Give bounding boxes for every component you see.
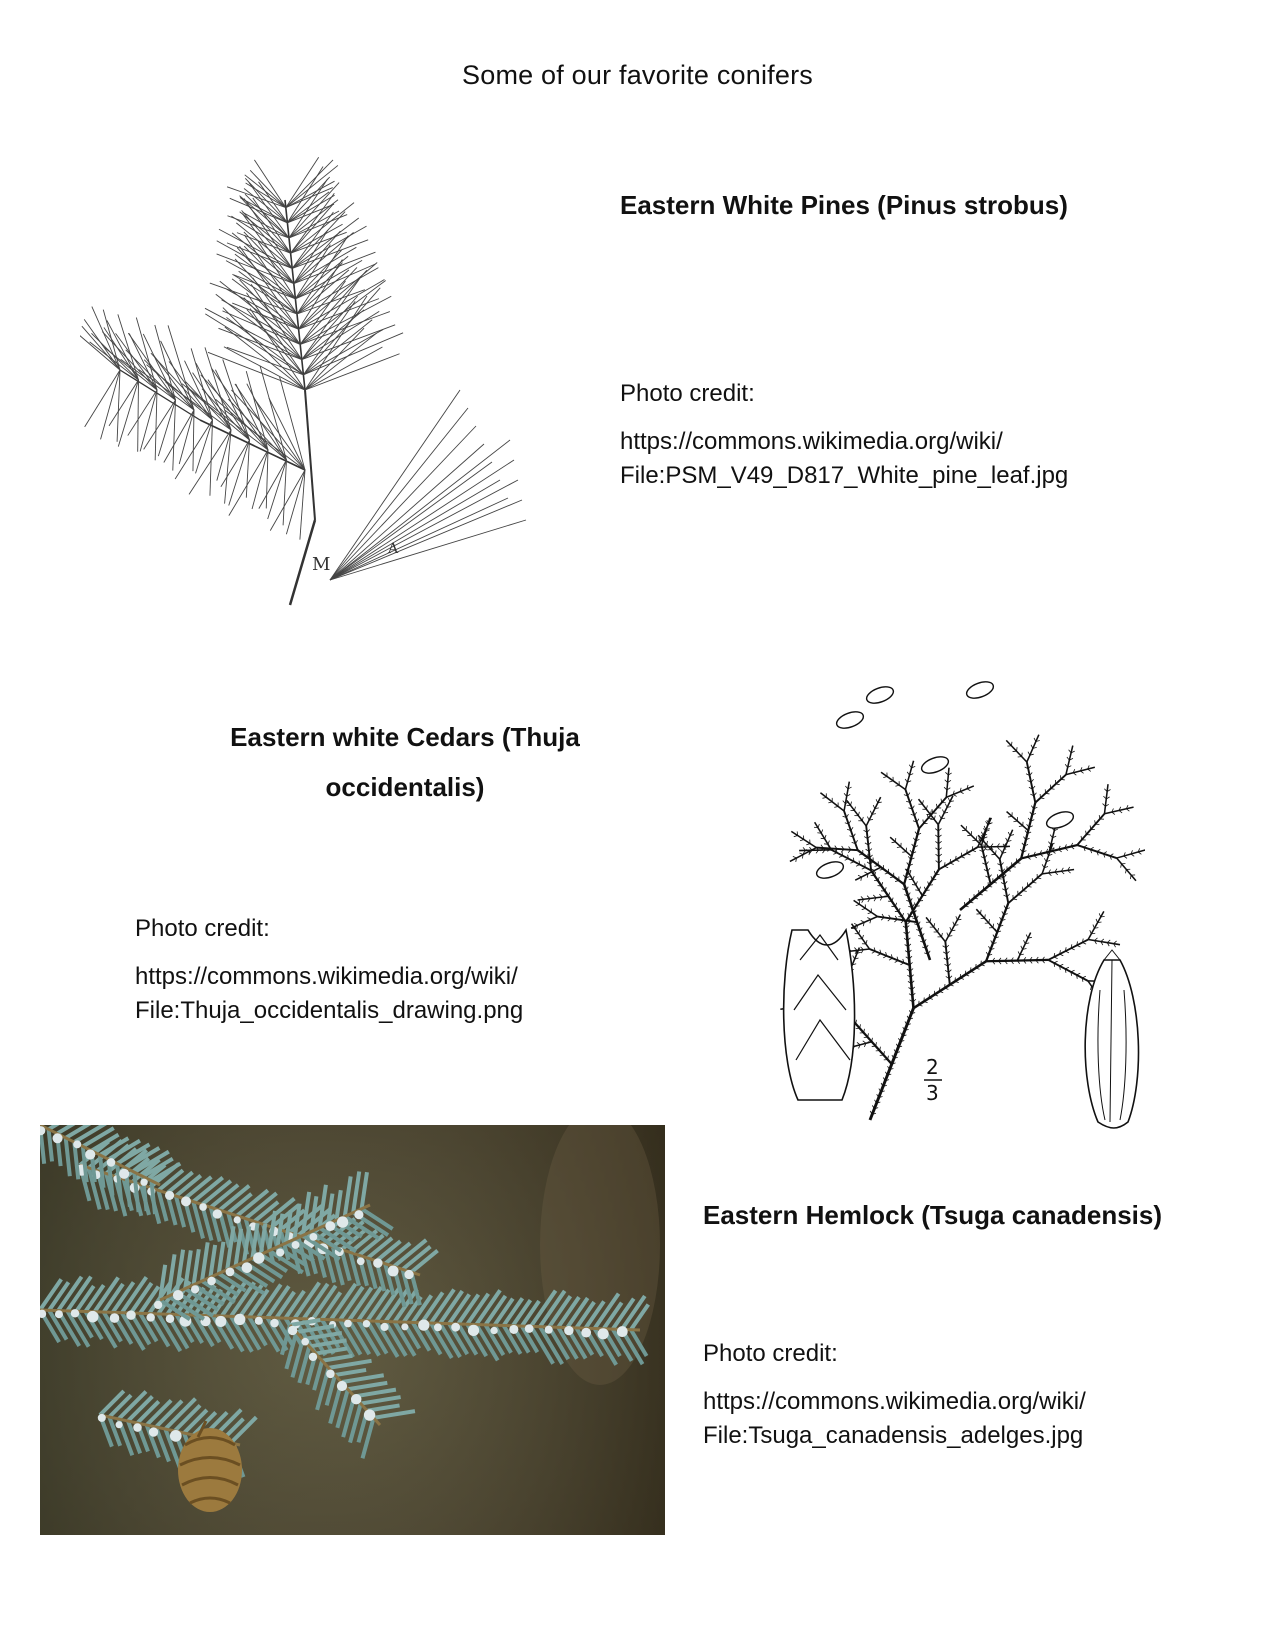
white-pine-credit-label: Photo credit: (620, 380, 755, 407)
cedar-credit-label: Photo credit: (135, 915, 270, 942)
cedar-illustration (760, 660, 1145, 1130)
white-pine-heading: Eastern White Pines (Pinus strobus) (620, 190, 1068, 220)
credit-url-line: File:Thuja_occidentalis_drawing.png (135, 997, 524, 1024)
white-pine-credit-url[interactable] (620, 425, 1068, 493)
cedar-credit-url[interactable] (135, 960, 523, 1028)
cedar-heading-line: Eastern white Cedars (Thuja (230, 722, 580, 752)
figure-label-m: M (312, 554, 331, 575)
scale-denominator: 3 (926, 1081, 939, 1105)
hemlock-photo (40, 1125, 665, 1535)
scale-numerator: 2 (926, 1055, 939, 1079)
credit-url-line: File:Tsuga_canadensis_adelges.jpg (703, 1422, 1084, 1449)
hemlock-credit-label: Photo credit: (703, 1340, 838, 1367)
cedar-heading-line: occidentalis) (325, 772, 485, 802)
hemlock-heading: Eastern Hemlock (Tsuga canadensis) (703, 1200, 1163, 1230)
cedar-heading (130, 712, 680, 812)
credit-url-line: File:PSM_V49_D817_White_pine_leaf.jpg (620, 462, 1069, 489)
figure-label-a: A (388, 541, 399, 557)
page-title: Some of our favorite conifers (462, 60, 813, 90)
credit-url-line: https://commons.wikimedia.org/wiki/ (703, 1388, 1086, 1415)
credit-url-line: https://commons.wikimedia.org/wiki/ (620, 428, 1003, 455)
credit-url-line: https://commons.wikimedia.org/wiki/ (135, 963, 518, 990)
white-pine-illustration (80, 140, 530, 610)
hemlock-credit-url[interactable] (703, 1385, 1086, 1453)
